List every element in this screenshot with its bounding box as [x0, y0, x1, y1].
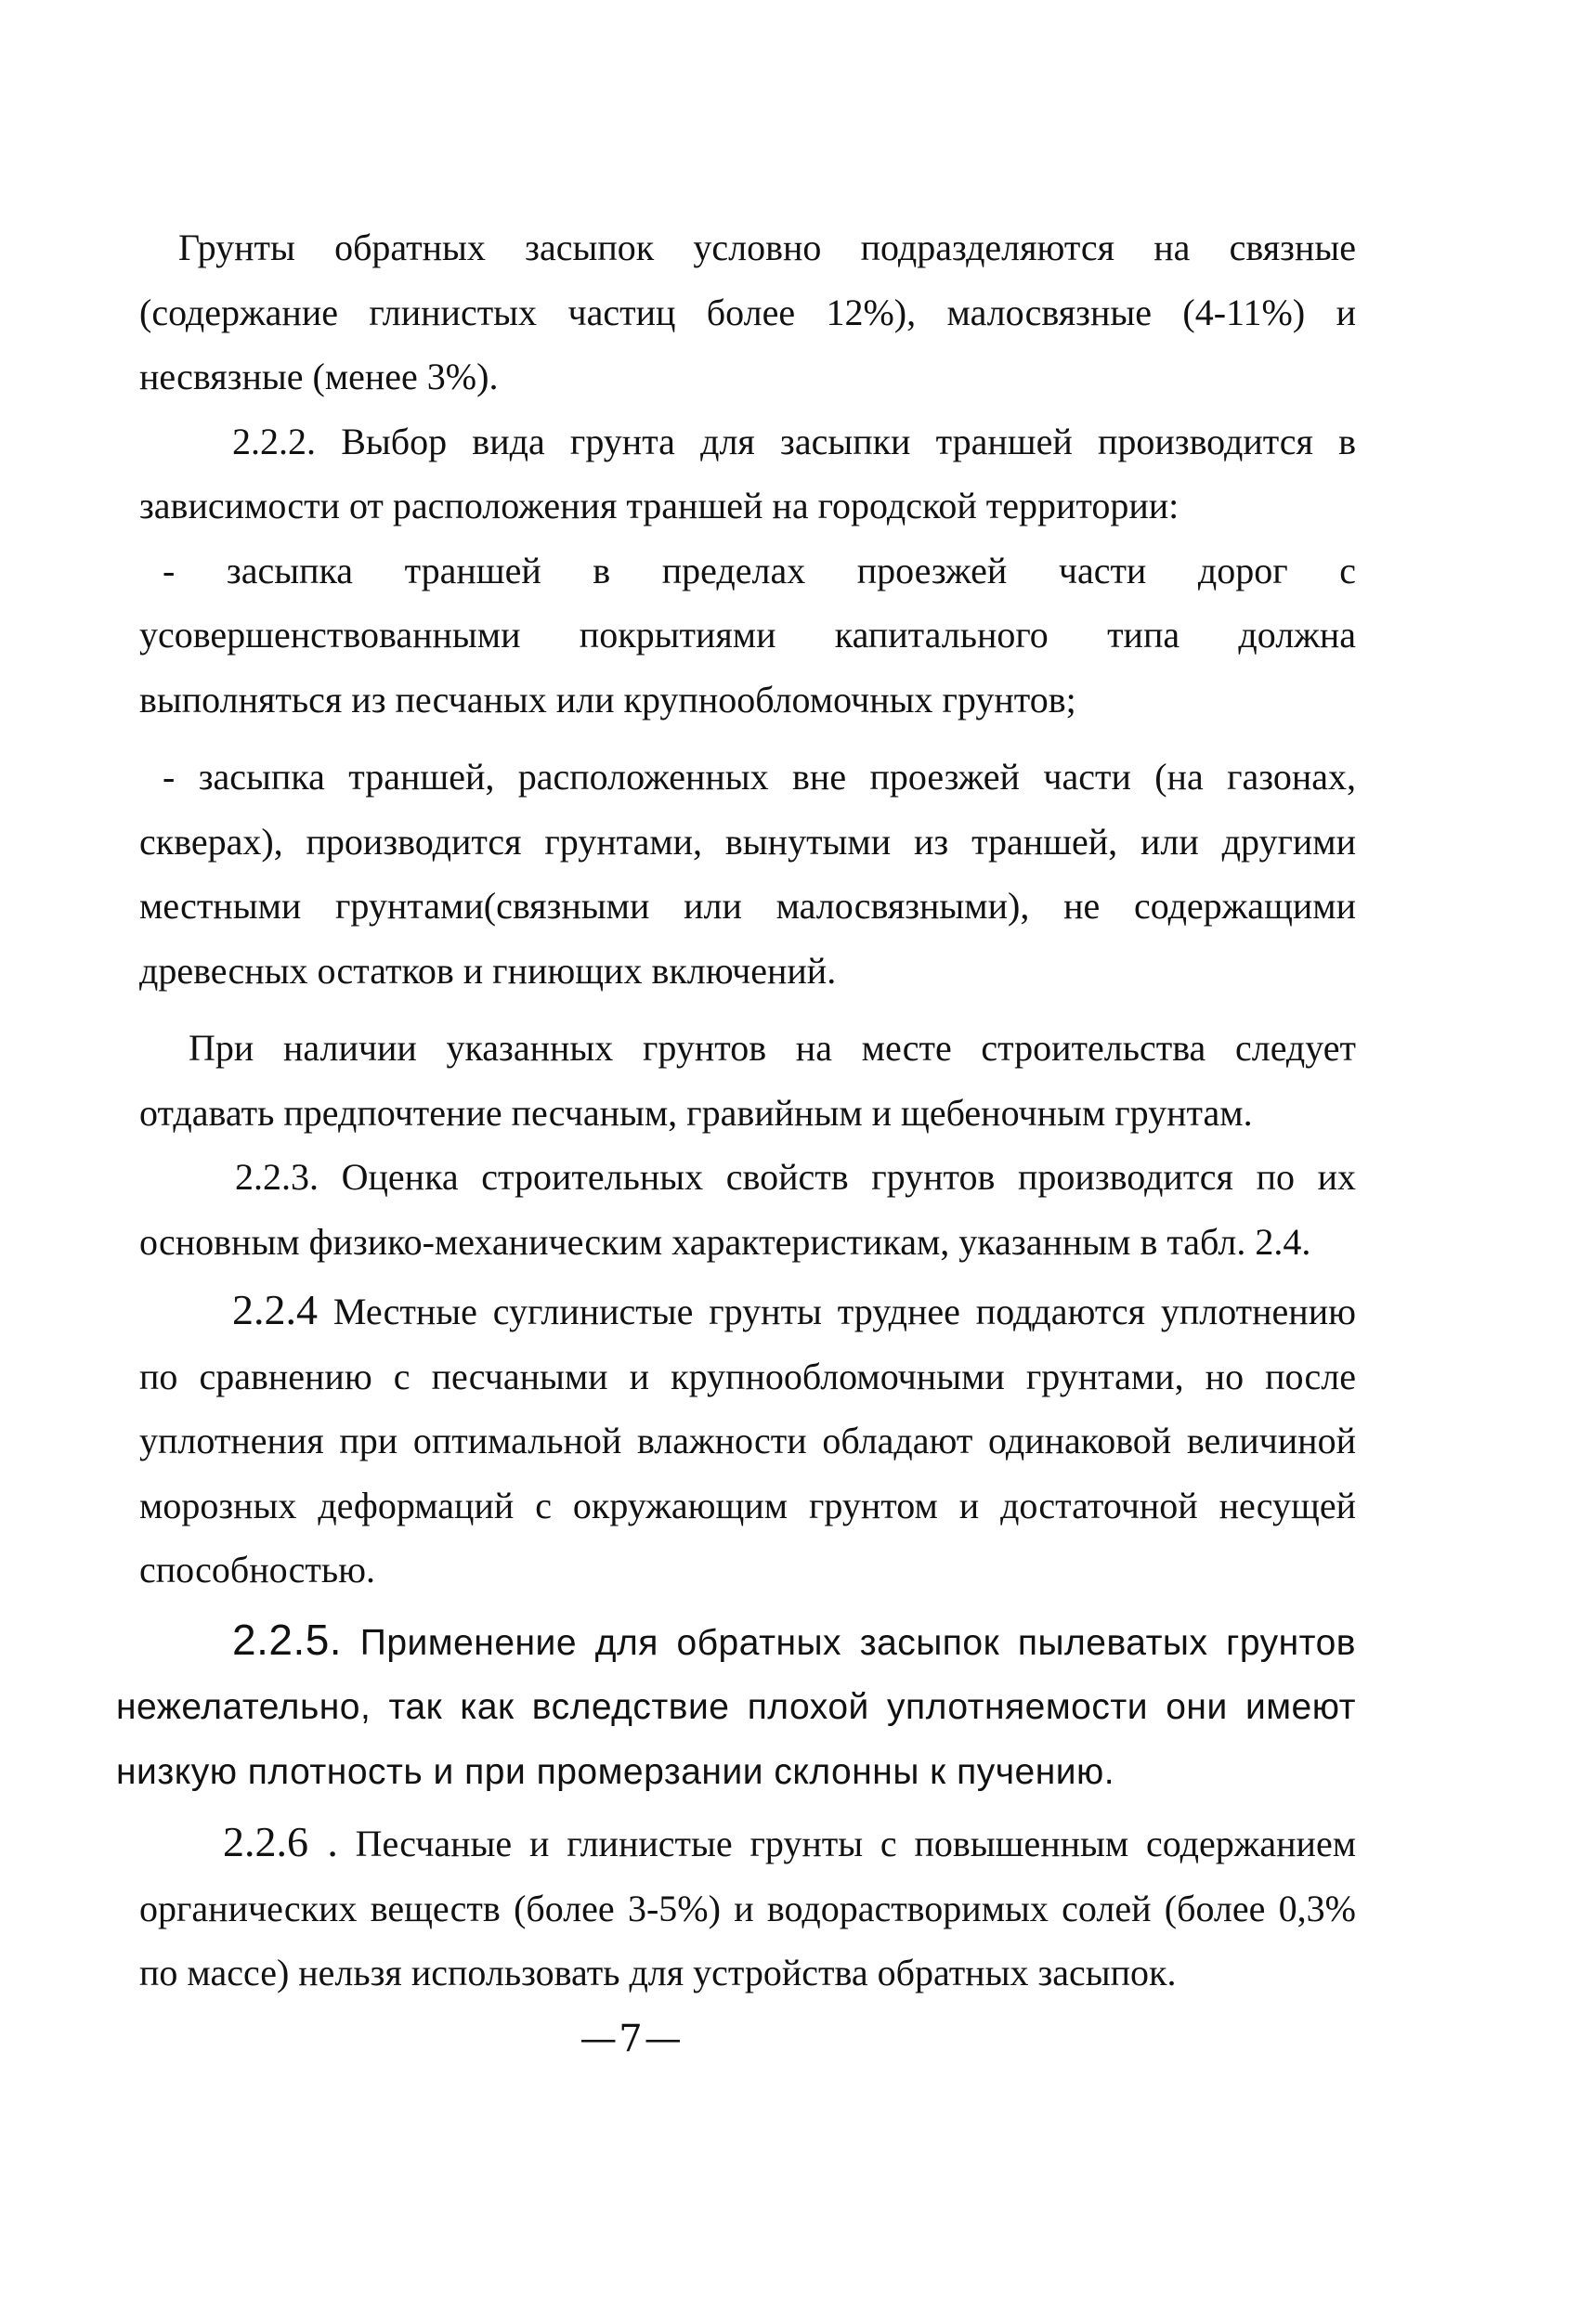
paragraph-2-2-6 [139, 1810, 1356, 2006]
paragraph-text: Выбор вида грунта для засыпки траншей производится в зависимости от расположения траншей на городской территории: [139, 420, 1356, 526]
paragraph-text: При наличии указанных грунтов на месте строительства следует отдавать предпочтение песчаным, гравийным и щебеночным грунтам. [139, 1027, 1356, 1134]
list-item-roadway-backfill [139, 539, 1356, 733]
document-body [116, 215, 1357, 2006]
section-number: 2.2.6 . [223, 1818, 338, 1865]
section-number: 2.2.3. [235, 1156, 319, 1198]
paragraph-text: Местные суглинистые грунты труднее поддаются уплотнению по сравнению с песчаными и крупнообломочными грунтами, но после уплотнения при оптимальной влажности обладают одинаковой величиной морозных деформаций с окружающим грунтом и достаточной несущей способностью. [139, 1291, 1356, 1590]
paragraph-text: Оценка строительных свойств грунтов производится по их основным физико-механическим характеристикам, указанным в табл. 2.4. [139, 1156, 1357, 1263]
section-number: 2.2.2. [232, 420, 316, 462]
paragraph-2-2-3 [139, 1145, 1356, 1274]
paragraph-2-2-4 [139, 1278, 1356, 1603]
paragraph-2-2-2 [139, 409, 1356, 539]
section-number: 2.2.5. [232, 1615, 343, 1664]
list-item-text: - засыпка траншей, расположенных вне проезжей части (на газонах, скверах), производится грунтами, вынутыми из траншей, или другими местными грунтами(связными или малосвязными), не содержащими древесных остатков и гниющих включений. [139, 756, 1356, 992]
list-item-text: - засыпка траншей в пределах проезжей части дорог с усовершенствованными покрытиями капитального типа должна выполняться из песчаных или крупнообломочных грунтов; [139, 549, 1356, 721]
paragraph-soil-classes [139, 215, 1356, 409]
section-number: 2.2.4 [232, 1286, 318, 1333]
paragraph-2-2-5 [116, 1608, 1356, 1805]
list-item-lawn-backfill [139, 745, 1356, 1003]
paragraph-preference [139, 1016, 1356, 1145]
paragraph-text: Применение для обратных засыпок пылеватых грунтов нежелательно, так как вследствие плохой уплотняемости они имеют низкую плотность и при промерзании склонны к пучению. [116, 1622, 1356, 1792]
page-number: —7— [580, 2018, 684, 2060]
paragraph-text: Грунты обратных засыпок условно подразделяются на связные (содержание глинистых частиц более 12%), малосвязные (4-11%) и несвязные (менее 3%). [139, 227, 1356, 397]
paragraph-text: Песчаные и глинистые грунты с повышенным содержанием органических веществ (более 3-5%) и водорастворимых солей (более 0,3% по массе) нельзя использовать для устройства обратных засыпок. [139, 1823, 1357, 1993]
